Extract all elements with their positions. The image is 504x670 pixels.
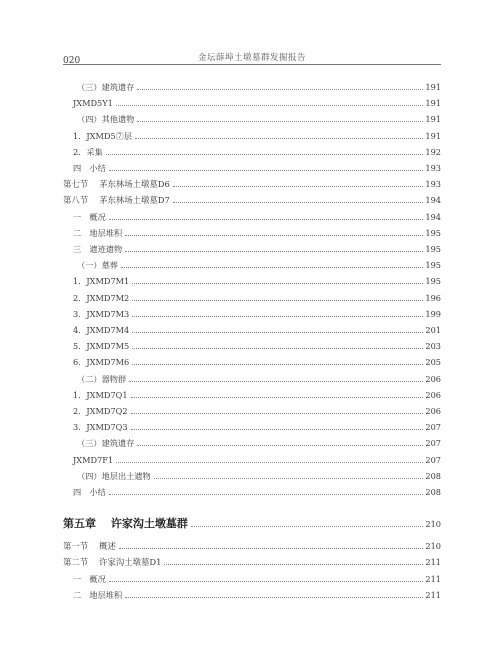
toc-entry xyxy=(63,416,441,432)
toc-leader-dots xyxy=(132,364,423,365)
toc-page-number: 208 xyxy=(425,470,441,481)
toc-page-number: 195 xyxy=(425,276,441,287)
toc-label: 2．JXMD7Q2 xyxy=(73,406,128,416)
toc-label: 二 地层堆积 xyxy=(73,227,123,238)
toc-label: 1．JXMD7Q1 xyxy=(73,389,128,400)
toc-section xyxy=(63,189,441,205)
toc-entry xyxy=(63,141,441,157)
toc-label: 四 小结 xyxy=(73,487,106,497)
toc-entry xyxy=(63,270,441,286)
toc-entry xyxy=(63,92,441,108)
toc-entry xyxy=(63,206,441,222)
toc-leader-dots xyxy=(125,235,423,236)
running-title: 金坛薛埠土墩墓群发掘报告 xyxy=(197,53,306,63)
toc-leader-dots xyxy=(137,121,423,122)
toc-label: （四）地层出土遗物 xyxy=(77,470,151,481)
toc-label: 二 地层堆积 xyxy=(73,589,123,600)
toc-entry xyxy=(63,157,441,173)
toc-entry xyxy=(63,465,441,481)
toc-label: 第五章 许家沟土墩墓群 xyxy=(63,517,188,531)
toc-page-number: 211 xyxy=(425,589,441,600)
toc-entry xyxy=(63,384,441,400)
toc-page-number: 194 xyxy=(425,195,441,206)
toc-label: 第七节 茅东林场土墩墓D6 xyxy=(63,179,170,190)
toc-leader-dots xyxy=(109,219,424,220)
toc-leader-dots xyxy=(154,478,424,479)
toc-page-number: 191 xyxy=(425,82,441,92)
toc-page-number: 210 xyxy=(425,519,441,530)
toc-label: 3．JXMD7Q3 xyxy=(73,422,128,433)
toc-leader-dots xyxy=(121,267,423,268)
toc-label: 一 概况 xyxy=(73,573,106,584)
toc-leader-dots xyxy=(135,138,423,139)
toc-page-number: 206 xyxy=(425,389,441,400)
toc-page-number: 195 xyxy=(425,244,441,254)
toc-page-number: 206 xyxy=(425,373,441,384)
toc-entry xyxy=(63,481,441,497)
toc-page-number: 206 xyxy=(425,406,441,416)
toc-section xyxy=(63,535,441,551)
toc-page-number: 193 xyxy=(425,179,441,190)
toc-label: JXMD7F1 xyxy=(73,454,114,465)
toc-label: （三）建筑遗存 xyxy=(77,82,135,92)
toc-entry xyxy=(63,76,441,92)
toc-leader-dots xyxy=(131,429,424,430)
toc-label: 4．JXMD7M4 xyxy=(73,325,130,335)
toc-label: 四 小结 xyxy=(73,163,106,173)
toc-entry xyxy=(63,368,441,384)
toc-leader-dots xyxy=(137,89,423,90)
toc-label: 6．JXMD7M6 xyxy=(73,357,130,368)
toc-page-number: 210 xyxy=(425,541,441,552)
toc-entry xyxy=(63,319,441,335)
toc-leader-dots xyxy=(119,548,423,549)
toc-page-number: 207 xyxy=(425,422,441,433)
toc-leader-dots xyxy=(131,397,424,398)
toc-label: （三）建筑遗存 xyxy=(77,438,135,449)
toc-page-number: 211 xyxy=(425,573,441,584)
toc-page-number: 201 xyxy=(425,325,441,335)
toc-leader-dots xyxy=(125,597,423,598)
toc-page-number: 191 xyxy=(425,98,441,109)
toc-page-number: 203 xyxy=(425,341,441,352)
page-number: 020 xyxy=(63,56,81,66)
toc-page-number: 195 xyxy=(425,260,441,271)
toc-leader-dots xyxy=(109,581,424,582)
toc-leader-dots xyxy=(116,462,423,463)
toc-label: 第八节 茅东林场土墩墓D7 xyxy=(63,195,170,206)
toc-page-number: 195 xyxy=(425,227,441,238)
toc-page-number: 207 xyxy=(425,438,441,449)
toc-entry xyxy=(63,584,441,600)
toc-label: （四）其他遗物 xyxy=(77,114,135,125)
toc-label: 三 遗迹遗物 xyxy=(73,244,123,254)
toc-leader-dots xyxy=(132,332,423,333)
toc-page-number: 191 xyxy=(425,114,441,125)
toc-label: 第一节 概述 xyxy=(63,541,116,552)
toc-leader-dots xyxy=(131,413,424,414)
toc-leader-dots xyxy=(173,202,424,203)
toc-leader-dots xyxy=(191,526,424,527)
page-header xyxy=(63,47,441,67)
toc-leader-dots xyxy=(132,348,423,349)
toc-entry xyxy=(63,432,441,448)
toc-leader-dots xyxy=(132,283,423,284)
toc-section xyxy=(63,173,441,189)
toc-leader-dots xyxy=(109,494,424,495)
toc-label: 5．JXMD7M5 xyxy=(73,341,130,352)
toc-entry xyxy=(63,287,441,303)
toc-label: 2．采集 xyxy=(73,146,103,157)
toc-leader-dots xyxy=(125,251,423,252)
toc-entry xyxy=(63,108,441,124)
toc-label: 1．JXMD5⑦层 xyxy=(73,130,133,141)
toc-label: （一）墓葬 xyxy=(77,260,118,271)
header-rule xyxy=(63,64,441,65)
toc-entry xyxy=(63,303,441,319)
toc-leader-dots xyxy=(173,186,424,187)
toc-leader-dots xyxy=(109,170,424,171)
toc-leader-dots xyxy=(137,445,423,446)
toc-label: 1．JXMD7M1 xyxy=(73,276,130,287)
toc-leader-dots xyxy=(116,105,423,106)
toc-entry xyxy=(63,125,441,141)
toc-label: （二）器物群 xyxy=(77,373,127,384)
toc-page-number: 192 xyxy=(425,146,441,157)
toc-entry xyxy=(63,222,441,238)
toc-page-number: 205 xyxy=(425,357,441,368)
toc-page-number: 199 xyxy=(425,308,441,319)
toc-entry xyxy=(63,335,441,351)
toc-leader-dots xyxy=(106,154,424,155)
toc-leader-dots xyxy=(129,381,423,382)
toc-entry xyxy=(63,254,441,270)
toc-entry xyxy=(63,400,441,416)
toc-page-number: 211 xyxy=(425,557,441,568)
toc-leader-dots xyxy=(164,564,423,565)
toc-section xyxy=(63,551,441,567)
toc-page-number: 193 xyxy=(425,163,441,173)
toc-page-number: 191 xyxy=(425,130,441,141)
toc-label: 3．JXMD7M3 xyxy=(73,308,130,319)
toc-label: 2．JXMD7M2 xyxy=(73,292,130,303)
toc-entry xyxy=(63,351,441,367)
toc-leader-dots xyxy=(132,316,423,317)
toc-label: 第二节 许家沟土墩墓D1 xyxy=(63,557,162,568)
toc-page-number: 208 xyxy=(425,487,441,497)
toc-leader-dots xyxy=(132,300,423,301)
toc-label: JXMD5Y1 xyxy=(73,98,113,109)
toc-page-number: 196 xyxy=(425,292,441,303)
toc-label: 一 概况 xyxy=(73,211,106,222)
toc-page-number: 194 xyxy=(425,211,441,222)
toc-entry xyxy=(63,238,441,254)
toc-entry xyxy=(63,568,441,584)
toc-entry xyxy=(63,449,441,465)
toc-page-number: 207 xyxy=(425,454,441,465)
toc-chapter xyxy=(63,511,441,529)
